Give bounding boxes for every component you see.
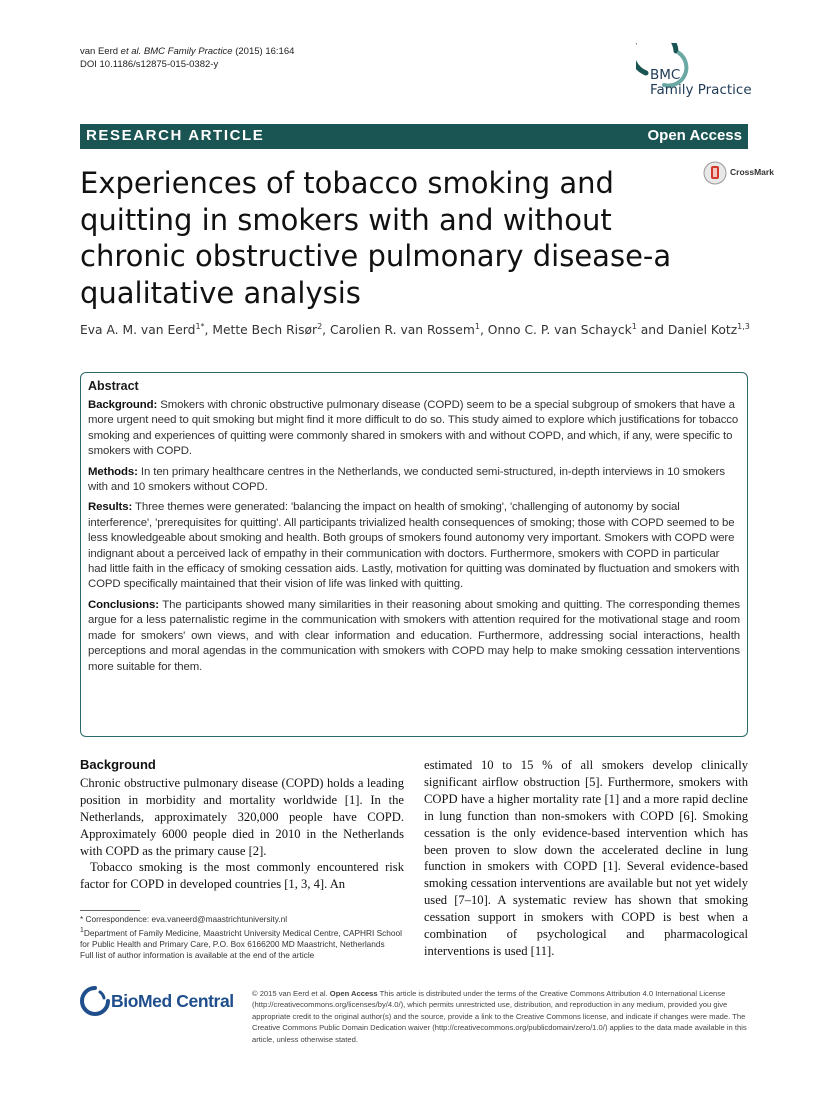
footnote-divider xyxy=(80,910,140,911)
section-heading: Background xyxy=(80,757,156,772)
abstract-box xyxy=(80,372,748,737)
author[interactable]: Mette Bech Risør xyxy=(212,323,318,338)
affiliation-note: $^1$Department of Family Medicine, Maastricht University Medical Centre, CAPHRI School for Public Health and Primary Care, P.O. Box 6166200 MD Maastricht, Netherlands xyxy=(80,927,402,950)
body-column-right xyxy=(424,757,748,960)
body-paragraph: Tobacco smoking is the most commonly encountered risk factor for COPD in developed countries [1, 3, 4]. An xyxy=(80,860,404,892)
abstract-background: Background: Smokers with chronic obstructive pulmonary disease (COPD) seem to be a special subgroup of smokers that have a more urgent need to quit smoking but might find it more difficult to do so. This study aimed to explore which justifications for tobacco smoking and experiences of quitting were commonly shared in smokers with and without COPD, and which, if any, were specific to smokers with COPD. xyxy=(88,399,739,458)
license-text: © 2015 van Eerd et al. Open Access This article is distributed under the terms of the Creative Commons Attribution 4.0 International License (http://creativecommons.org/licenses/by/4.0/), which permits unrestricted use, distribution, and reproduction in any medium, provided you give appropriate credit to the original author(s) and the source, provide a link to the Creative Commons license, and indicate if changes were made. The Creative Commons Public Domain Dedication waiver (http://creativecommons.org/publicdomain/zero/1.0/) applies to the data made available in this article, unless otherwise stated. xyxy=(252,989,747,1044)
author-info-note: Full list of author information is available at the end of the article xyxy=(80,950,315,961)
author[interactable]: Carolien R. van Rossem xyxy=(330,323,475,338)
crossmark-label: CrossMark xyxy=(730,167,774,177)
author[interactable]: Eva A. M. van Eerd xyxy=(80,323,196,338)
biomed-central-logo-icon xyxy=(80,986,110,1016)
author[interactable]: Onno C. P. van Schayck xyxy=(487,323,632,338)
doi-line[interactable]: DOI 10.1186/s12875-015-0382-y xyxy=(80,59,219,70)
open-access-label: Open Access xyxy=(647,127,742,144)
abstract-heading: Abstract xyxy=(88,379,139,393)
abstract-results: Results: Three themes were generated: 'balancing the impact on health of smoking', 'challenging of autonomy by social interference', 'prerequisites for quitting'. All participants trivialized health consequences of smoking; those with COPD seemed to be less knowledgeable about smoking and health. Both groups of smokers found autonomy very important. Smokers with COPD were indignant about a perceived lack of empathy in their communication with doctors. Furthermore, smokers with COPD in particular had little faith in the efficacy of smoking cessation aids. Lastly, motivation for quitting was dominated by fluctuation and smokers with COPD specifically maintained that their vision of life was linked with quitting. xyxy=(88,501,740,591)
running-header xyxy=(80,45,294,71)
article-type-label: RESEARCH ARTICLE xyxy=(86,127,265,144)
article-type-banner xyxy=(80,124,748,149)
body-paragraph: estimated 10 to 15 % of all smokers develop clinically significant airflow obstruction [5]. Furthermore, smokers with COPD have a higher mortality rate [1] and a more rapid decline in lung function than non-smokers with COPD [6]. Smoking cessation is the only evidence-based intervention which has been proven to slow down the accelerated decline in lung function in smokers with COPD [1]. Several evidence-based smoking cessation interventions are available but not yet widely used [7–10]. A systematic review has shown that smoking cessation support in smokers with COPD is best when a combination of psychological and pharmacological interventions is used [11]. xyxy=(424,758,748,958)
author[interactable]: Daniel Kotz xyxy=(667,323,738,338)
abstract-methods: Methods: In ten primary healthcare centres in the Netherlands, we conducted semi-structured, in-depth interviews in 10 smokers with and 10 smokers without COPD. xyxy=(88,465,725,494)
correspondence-note[interactable]: * Correspondence: eva.vaneerd@maastrichtuniversity.nl xyxy=(80,914,288,924)
biomed-central-wordmark: BioMed Central xyxy=(111,991,234,1011)
biomed-central-logo xyxy=(80,986,240,1020)
author-list: Eva A. M. van Eerd$^{1*}$, Mette Bech Risør$^2$, Carolien R. van Rossem$^1$, Onno C. P. van Schayck$^1$ and Daniel Kotz$^{1,3}$ xyxy=(80,322,750,338)
abstract-conclusions: Conclusions: The participants showed many similarities in their reasoning about smoking and quitting. The corresponding themes argue for a less paternalistic regime in the communication with smokers with attention required for the motivational stage and room made for smokers' own views, and with clear information and education. Furthermore, addressing social interactions, health perceptions and moral agendas in the communication with smokers with COPD may help to make smoking cessation interventions more suitable for them. xyxy=(88,598,740,673)
crossmark-badge[interactable] xyxy=(703,160,774,188)
body-paragraph: Chronic obstructive pulmonary disease (COPD) holds a leading position in morbidity and mortality worldwide [1]. In the Netherlands, approximately 320,000 people have COPD. Approximately 6000 people died in 2010 in the Netherlands with COPD as the primary cause [2]. xyxy=(80,775,404,858)
journal-logo-text: BMC Family Practice xyxy=(650,67,752,98)
footnotes xyxy=(80,914,410,962)
crossmark-icon xyxy=(703,160,727,186)
body-column-left xyxy=(80,757,404,893)
article-title: Experiences of tobacco smoking and quitting in smokers with and without chronic obstructive pulmonary disease-a qualitative analysis xyxy=(80,166,672,310)
citation-line: van Eerd et al. BMC Family Practice (2015) 16:164 xyxy=(80,46,295,57)
